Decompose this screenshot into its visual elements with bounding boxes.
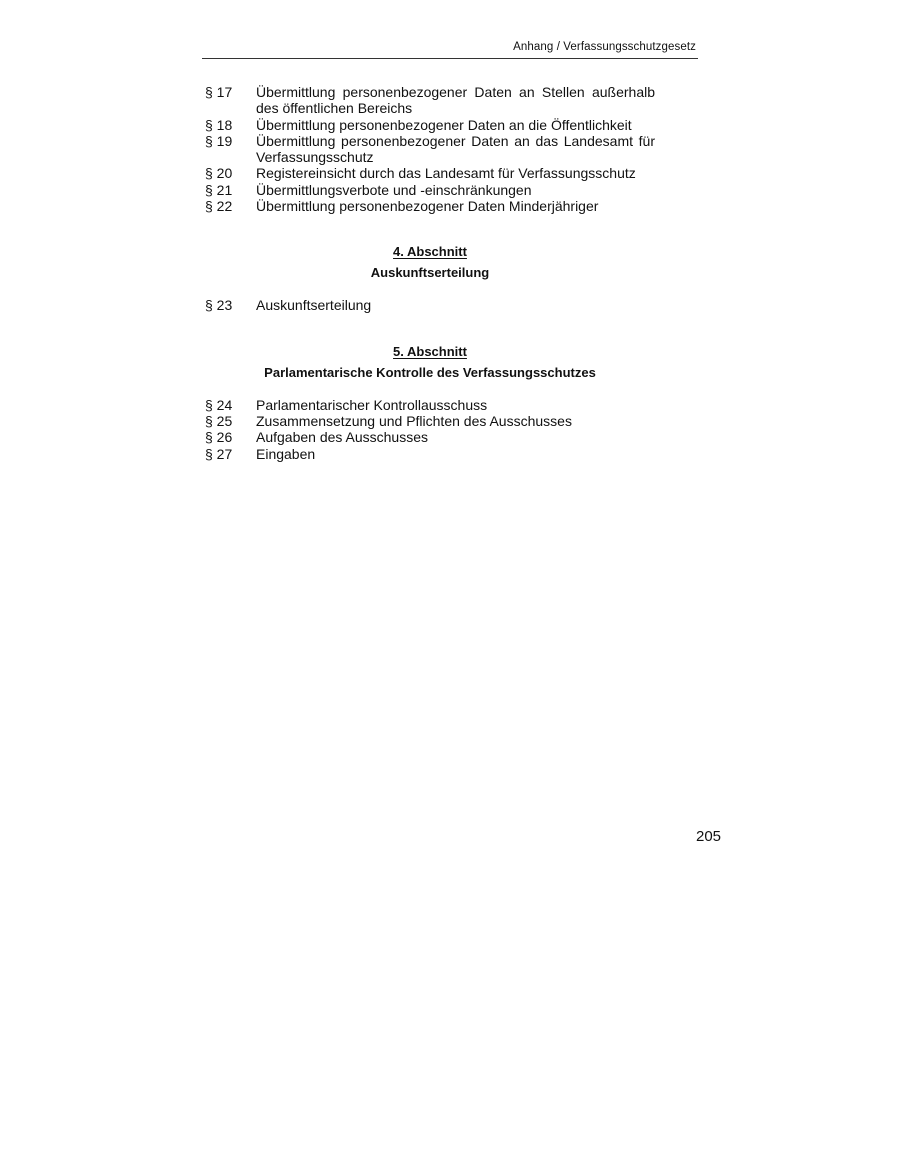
toc-entry-number: § 21 [205, 181, 233, 198]
toc-entry-number: § 20 [205, 165, 233, 182]
section-4-number: 4. Abschnitt [393, 244, 467, 260]
toc-entry-title: Übermittlung personenbezogener Daten an das Landesamt für Verfassungsschutz [256, 132, 655, 166]
toc-entry [205, 165, 655, 181]
toc-entry-title: Aufgaben des Ausschusses [256, 429, 429, 446]
toc-entry [205, 117, 655, 133]
toc-entry [205, 413, 655, 429]
toc-entry-number: § 25 [205, 412, 233, 429]
page-number: 205 [696, 828, 722, 845]
toc-entry-title: Registereinsicht durch das Landesamt für Verfassungsschutz [256, 165, 636, 182]
toc-entry-title: Zusammensetzung und Pflichten des Ausschusses [256, 412, 572, 429]
toc-group-section-3 [205, 84, 655, 214]
toc-group-section-4 [205, 297, 655, 313]
toc-entry [205, 198, 655, 214]
section-5-heading [205, 344, 655, 380]
toc-entry [205, 429, 655, 445]
toc-entry-number: § 17 [205, 84, 233, 100]
running-header-title: Anhang / Verfassungsschutzgesetz [513, 41, 696, 53]
toc-entry [205, 446, 655, 462]
section-5-number: 5. Abschnitt [393, 343, 467, 359]
toc-entry-number: § 18 [205, 116, 233, 133]
toc-entry-title: Übermittlung personenbezogener Daten an die Öffentlichkeit [256, 116, 632, 133]
toc-entry-number: § 24 [205, 396, 233, 413]
toc-entry [205, 297, 655, 313]
toc-entry-number: § 19 [205, 132, 233, 149]
section-4-heading [205, 244, 655, 280]
toc-entry [205, 133, 655, 166]
running-header [202, 40, 698, 59]
section-4-title: Auskunftserteilung [370, 265, 490, 281]
toc-entry-number: § 22 [205, 198, 233, 215]
table-of-contents [205, 84, 655, 462]
toc-entry-number: § 26 [205, 429, 233, 446]
toc-entry [205, 84, 655, 117]
toc-entry-title: Übermittlungsverbote und -einschränkungen [256, 181, 532, 198]
toc-entry-number: § 27 [205, 445, 233, 462]
toc-entry-title: Auskunftserteilung [256, 297, 372, 314]
toc-entry-title: Parlamentarischer Kontrollausschuss [256, 396, 488, 413]
toc-entry-title: Eingaben [256, 445, 316, 462]
toc-entry-title: Übermittlung personenbezogener Daten an Stellen außerhalb des öffentlichen Bereichs [256, 84, 655, 117]
toc-entry [205, 182, 655, 198]
toc-entry-title: Übermittlung personenbezogener Daten Minderjähriger [256, 198, 599, 215]
section-5-title: Parlamentarische Kontrolle des Verfassungsschutzes [264, 364, 596, 380]
toc-entry [205, 397, 655, 413]
toc-entry-number: § 23 [205, 297, 233, 314]
toc-group-section-5 [205, 397, 655, 462]
